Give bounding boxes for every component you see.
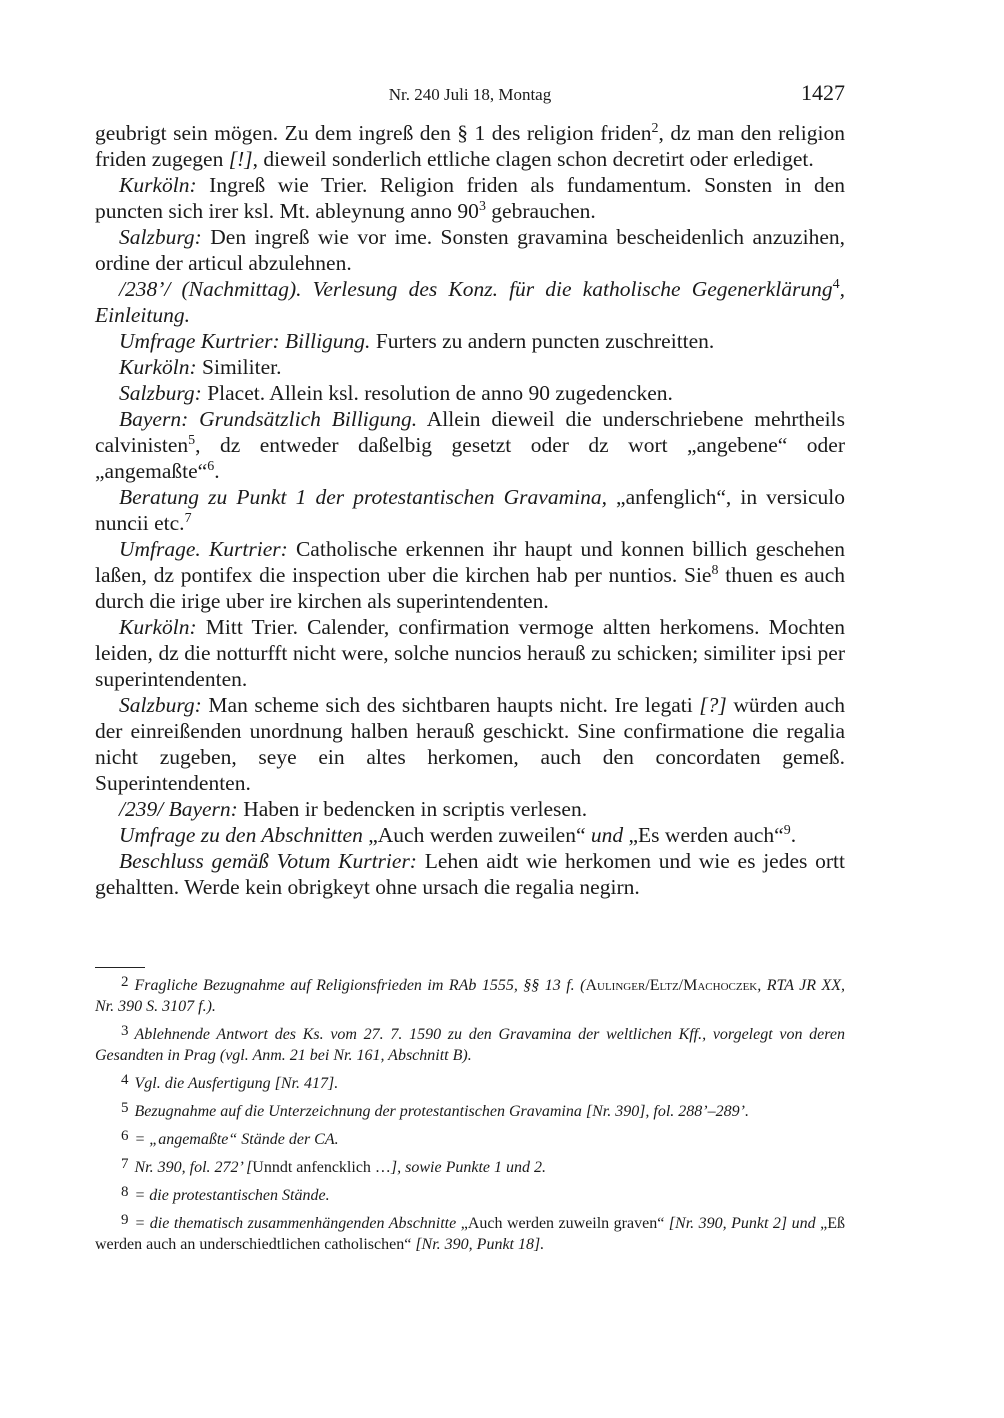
paragraph-3: Salzburg: Den ingreß wie vor ime. Sonsten gravamina bescheidenlich anzuzihen, ordine der articul abzulehnen. [95,225,845,275]
paragraph-10: Umfrage. Kurtrier: Catholische erkennen ihr haupt und konnen billich geschehen laßen, dz pontifex die inspection uber die kirchen hab per nuntios. Sie$^8$ thuen es auch durch die irige uber ire kirchen als superintendenten. [95,537,846,613]
paragraph-9: Beratung zu Punkt 1 der protestantischen Gravamina, „anfenglich“, in versiculo nuncii etc.$^7$ [95,485,845,535]
footnote-6: 6 = „angemaßte“ Stände der CA. [121,1128,339,1148]
footnote-divider [95,967,145,968]
footnotes [95,972,845,1259]
footnote-ref[interactable]: 6 [207,458,215,474]
paragraph-11: Kurköln: Mitt Trier. Calender, confirmation vermoge altten herkomens. Mochten leiden, dz die notturfft nicht were, solche nuncios herauß zu schicken; similiter ipsi per superintendenten. [95,615,845,691]
page-number: 1427 [801,80,845,105]
running-header [95,80,845,110]
footnote-9: 9 = die thematisch zusammenhängenden Abschnitte „Auch werden zuweiln graven“ [Nr. 390, Punkt 2] und „Eß werden auch an underschiedtlichen catholischen“ [Nr. 390, Punkt 18]. [95,1212,846,1253]
footnote-ref[interactable]: 8 [711,562,719,578]
footnote-7: 7 Nr. 390, fol. 272’ [Unndt anfencklich …], sowie Punkte 1 und 2. [121,1156,547,1176]
paragraph-4: /238’/ (Nachmittag). Verlesung des Konz. für die katholische Gegenerklärung$^4$, Einleitung. [95,276,845,327]
paragraph-12: Salzburg: Man scheme sich des sichtbaren haupts nicht. Ire legati [?] würden auch der einreißenden unordnung halben herauß geschickt. Sine confirmatione die regalia nicht zugeben, seye ein altes herkomen, auch den concordaten gemeß. Superintendenten. [95,693,845,795]
footnote-ref[interactable]: 5 [188,432,196,448]
footnote-ref[interactable]: 3 [478,198,486,214]
paragraph-14: Umfrage zu den Abschnitten „Auch werden zuweilen“ und „Es werden auch“$^9$. [119,822,797,847]
paragraph-13: /239/ Bayern: Haben ir bedencken in scriptis verlesen. [119,797,588,821]
paragraph-8: Bayern: Grundsätzlich Billigung. Allein dieweil die underschriebene mehrtheils calvinisten$^5$, dz entweder daßelbig gesetzt oder dz wort „angebene“ oder „angemaßte“$^6$. [95,407,845,483]
footnote-ref[interactable]: 7 [184,510,192,526]
footnote-3: 3 Ablehnende Antwort des Ks. vom 27. 7. 1590 zu den Gravamina der weltlichen Kff., vorgelegt von deren Gesandten in Prag (vgl. Anm. 21 bei Nr. 161, Abschnitt B). [95,1023,845,1064]
paragraph-5: Umfrage Kurtrier: Billigung. Furters zu andern puncten zuschreitten. [119,329,715,353]
footnote-ref[interactable]: 4 [832,276,840,292]
paragraph-2: Kurköln: Ingreß wie Trier. Religion friden als fundamentum. Sonsten in den puncten sich irer ksl. Mt. ableynung anno $90^3$ gebrauchen. [95,173,845,223]
paragraph-1: geubrigt sein mögen. Zu dem ingreß den § 1 des religion friden$^2$, dz man den religion friden zugegen [!], dieweil sonderlich ettliche clagen schon decretirt oder erlediget. [95,120,845,171]
footnote-8: 8 = die protestantischen Stände. [121,1184,330,1204]
footnote-2: 2 Fragliche Bezugnahme auf Religionsfrieden im RAb 1555, §§ 13 f. (Aulinger/Eltz/Machoczek, RTA JR XX, Nr. 390 S. 3107 f.). [95,974,846,1015]
footnote-ref[interactable]: 2 [651,120,659,136]
main-text [95,120,845,900]
paragraph-7: Salzburg: Placet. Allein ksl. resolution de anno 90 zugedencken. [119,381,673,405]
paragraph-15: Beschluss gemäß Votum Kurtrier: Lehen aidt wie herkomen und wie es jedes ortt gehaltten. Werde kein obrigkeyt ohne ursach die regalia negirn. [95,849,845,899]
footnote-ref[interactable]: 9 [783,822,791,838]
running-title: Nr. 240 Juli 18, Montag [388,85,552,104]
footnote-5: 5 Bezugnahme auf die Unterzeichnung der protestantischen Gravamina [Nr. 390], fol. 288’–289’. [121,1100,749,1120]
footnote-4: 4 Vgl. die Ausfertigung [Nr. 417]. [121,1072,339,1092]
paragraph-6: Kurköln: Similiter. [119,355,282,379]
